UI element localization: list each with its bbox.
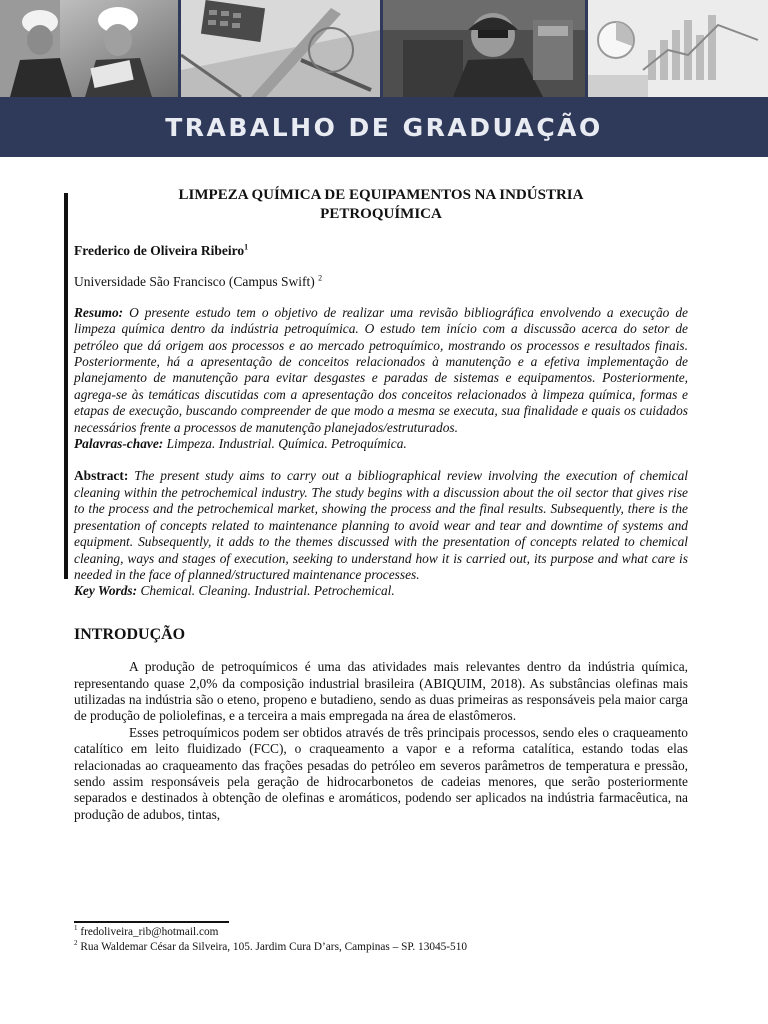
- header-banner: [0, 0, 768, 157]
- palavras-chave-text: Limpeza. Industrial. Química. Petroquímica.: [166, 436, 407, 452]
- author-footnote-mark: 1: [244, 242, 249, 252]
- banner-title: TRABALHO DE GRADUAÇÃO: [165, 112, 603, 142]
- section-heading-introducao: INTRODUÇÃO: [74, 625, 186, 643]
- resumo-text: O presente estudo tem o objetivo de realizar uma revisão bibliográfica envolvendo a execução de limpeza química dentro da indústria petroquímica. O estudo tem início com a discussão acerca do setor de petróleo que dá origem aos processos e ao mercado petroquímico, mostrando os processos e resultados finais. Posteriormente, há a apresentação de conceitos relacionados à manutenção e a efetiva implementação de planejamento de manutenção para evitar desgastes e paradas de sistemas e equipamentos. Posteriormente, agrega-se às temáticas discutidas com a apresentação dos conceitos relacionados à limpeza química, formas e etapas de execução, buscando compreender de que modo a mesma se executa, sua finalidade e quais os cuidados necessários frente a processos de manutenção planejados/estruturados.: [74, 304, 688, 435]
- affiliation-footnote-mark: 2: [318, 273, 323, 283]
- footnote-2: [74, 940, 467, 955]
- left-accent-bar: [64, 193, 68, 579]
- introducao-paragraph-1: A produção de petroquímicos é uma das atividades mais relevantes dentro da indústria química, representando quase 2,0% da composição industrial brasileira (ABIQUIM, 2018). As substâncias olefinas mais utilizadas na indústria são o eteno, propeno e butadieno, sendo as duas primeiras as responsáveis pela maior carga de produção de poliolefinas, e a terceira a mais empregada na área de elastômeros.: [74, 659, 688, 724]
- key-words-line: [74, 583, 688, 599]
- paper-content: [74, 186, 688, 823]
- abstract-block: [74, 468, 688, 599]
- affiliation-line: [74, 274, 688, 290]
- palavras-chave-line: [74, 436, 688, 452]
- footnote-separator: [74, 921, 229, 923]
- banner-photo-workers: [0, 0, 178, 97]
- footnotes: [74, 925, 467, 955]
- resumo-label: Resumo:: [74, 304, 124, 320]
- author-name: Frederico de Oliveira Ribeiro: [74, 243, 245, 258]
- abstract-label: Abstract:: [74, 468, 129, 484]
- introducao-body: [74, 659, 688, 823]
- abstract-text: The present study aims to carry out a bibliographical review involving the execution of chemical cleaning within the petrochemical industry. The study begins with a discussion about the oil sector that gives rise to the process and the petrochemical market, showing the process and the final results. Subsequently, there is the presentation of concepts related to maintenance planning to avoid wear and tear and downtime of systems and equipment. Subsequently, it adds to the themes discussed with the presentation of concepts related to chemical cleaning, ways and stages of execution, seeking to understand how it is carried out, its purpose and what care is needed in the face of planned/structured maintenance processes.: [74, 468, 688, 582]
- author-line: [74, 243, 688, 259]
- banner-photo-drafting: [181, 0, 380, 97]
- key-words-label: Key Words:: [74, 583, 138, 599]
- key-words-text: Chemical. Cleaning. Industrial. Petrochemical.: [140, 583, 395, 599]
- footnote-2-address: Rua Waldemar César da Silveira, 105. Jardim Cura D’ars, Campinas – SP. 13045-510: [80, 941, 468, 953]
- footnote-1-mark: 1: [74, 924, 78, 933]
- footnote-2-mark: 2: [74, 939, 78, 948]
- paper-title-line2: PETROQUÍMICA: [320, 206, 442, 222]
- footnote-1: [74, 925, 467, 940]
- palavras-chave-label: Palavras-chave:: [74, 436, 164, 452]
- banner-photo-charts: [588, 0, 768, 97]
- banner-photo-technician: [383, 0, 585, 97]
- paper-title: [74, 186, 688, 224]
- introducao-paragraph-2: Esses petroquímicos podem ser obtidos através de três principais processos, sendo eles o craqueamento catalítico em leito fluidizado (FCC), o craqueamento a vapor e a reforma catalítica, estando todas elas relacionadas ao craqueamento das frações pesadas do petróleo em severos parâmetros de temperatura e pressão, sendo assim responsáveis pela geração de hidrocarbonetos de cadeias menores, que serão posteriormente separados e destinados à obtenção de olefinas e aromáticos, podendo ser aplicados na indústria farmacêutica, na produção de adubos, tintas,: [74, 724, 688, 822]
- footnote-1-email: fredoliveira_rib@hotmail.com: [80, 926, 219, 938]
- banner-photo-strip: [0, 0, 768, 97]
- affiliation-name: Universidade São Francisco (Campus Swift): [74, 274, 315, 290]
- paper-title-line1: LIMPEZA QUÍMICA DE EQUIPAMENTOS NA INDÚSTRIA: [178, 187, 584, 203]
- resumo-block: [74, 305, 688, 453]
